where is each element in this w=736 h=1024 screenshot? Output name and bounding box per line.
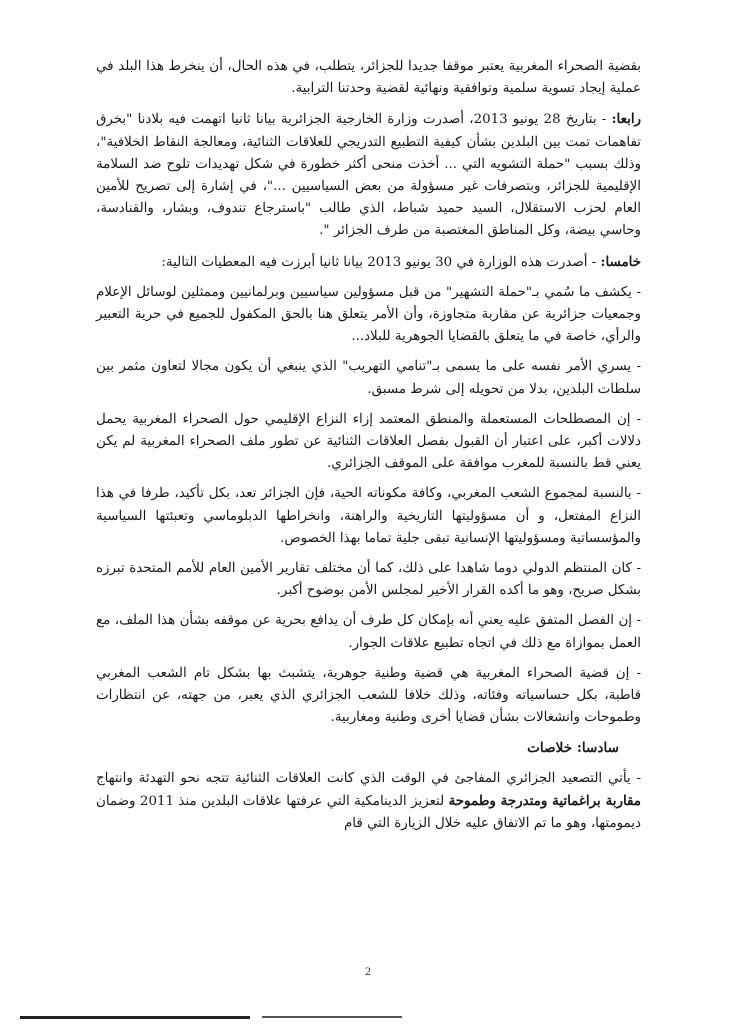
bullet-paragraph <box>96 282 641 349</box>
bullet-paragraph <box>96 663 641 730</box>
paragraph-text: - كان المنتظم الدولي دوما شاهدا على ذلك، كما أن مختلف تقارير الأمين العام للأمم المتحدة تبرزه بشكل صريح، وهو ما أكده القرار الأخير لمجلس الأمن بوضوح أكبر. <box>96 561 641 599</box>
bullet-paragraph <box>96 409 641 476</box>
paragraph-text: - إن الفصل المتفق عليه يعني أنه بإمكان كل طرف أن يدافع بحرية عن موقفه بشأن هذا الملف، مع العمل بموازاة مع ذلك في اتجاه تطبيع علاقات الجوار. <box>96 613 641 651</box>
conclusion-text-end: لتعزيز الدينامكية التي عرفتها علاقات البلدين منذ 2011 وضمان ديمومتها، وهو ما تم الاتفاق عليه خلال الزيارة التي قام <box>96 793 641 832</box>
footer-divider <box>20 1016 250 1019</box>
conclusion-text-start: - يأتي التصعيد الجزائري المفاجئ في الوقت الذي كانت العلاقات الثنائية تتجه نحو التهدئة وانتهاج <box>96 770 641 786</box>
paragraph-fifth <box>96 251 641 274</box>
paragraph-lead: رابعا: <box>611 111 642 128</box>
paragraph-text: - يسري الأمر نفسه على ما يسمى بـ"تنامي التهريب" الذي ينبغي أن يكون مجالا لتعاون مثمر بين سلطات البلدين، بدلا من تحويله إلى شرط مسبق. <box>96 359 641 397</box>
bullet-paragraph <box>96 558 641 602</box>
document-body <box>96 56 641 843</box>
paragraph-text: بقضية الصحراء المغربية يعتبر موقفا جديدا للجزائر، يتطلب، في هذه الحال، أن ينخرط هذا البلد في عملية إيجاد تسوية سلمية وتوافقية ونهائية لقضية وحدتنا الترابية. <box>96 59 641 97</box>
bullet-paragraph <box>96 610 641 654</box>
paragraph-text: - بتاريخ 28 يونيو 2013، أصدرت وزارة الخارجية الجزائرية بيانا ثانيا اتهمت فيه بلادنا "بخرق تفاهمات تمت بين البلدين بشأن كيفية التطبيع التدريجي للعلاقات الثنائية، ومعالجة النقاط الخلافية"، وذلك بسبب "حملة التشويه التي ... أخذت منحى أكثر خطورة في شكل تهديدات تلوح ضد السلامة الإقليمية للجزائر، وبتصرفات غير مسؤولة من بعض السياسيين ..."، في إشارة إلى تصريح للأمين العام لحزب الاستقلال، السيد حميد شباط، الذي طالب "باسترجاع تندوف، وبشار، والقنادسة، وحاسي بيضة، وكل المناطق المغتصبة من طرف الجزائر ". <box>96 112 641 239</box>
paragraph-fourth <box>96 108 641 242</box>
paragraph-text: - إن المصطلحات المستعملة والمنطق المعتمد إزاء النزاع الإقليمي حول الصحراء المغربية يحمل دلالات أكبر، على اعتبار أن القبول بفصل العلاقات الثنائية عن تطور ملف الصحراء المغربية لم يكن يعني قط بالنسبة للمغرب موافقة على الموقف الجزائري. <box>96 411 641 472</box>
paragraph-text: - أصدرت هذه الوزارة في 30 يونيو 2013 بيانا ثانيا أبرزت فيه المعطيات التالية: <box>161 254 601 270</box>
section-heading: سادسا: خلاصات <box>527 740 619 757</box>
paragraph-text: - بالنسبة لمجموع الشعب المغربي، وكافة مكوناته الحية، فإن الجزائر تعد، بكل تأكيد، طرفا في هذا النزاع المفتعل، و أن مسؤوليتها التاريخية والراهنة، وانخراطها الدبلوماسي وتعبئتها السياسية والمؤسساتية ومسؤوليتها الإنسانية تبقى جلية تماما بهذا الخصوص. <box>96 486 641 546</box>
bullet-paragraph <box>96 356 641 400</box>
page-number: 2 <box>365 964 371 978</box>
conclusion-emphasis: مقاربة براغماتية ومتدرجة وطموحة <box>448 792 641 809</box>
conclusion-paragraph <box>96 768 641 836</box>
paragraph-lead: خامسا: <box>600 253 641 270</box>
paragraph-intro <box>96 56 641 100</box>
bullet-paragraph <box>96 483 641 550</box>
footer-divider <box>262 1016 402 1018</box>
paragraph-text: - يكشف ما سُمي بـ"حملة التشهير" من قبل مسؤولين سياسيين وبرلمانيين وممثلين لوسائل الإعلام وجمعيات جزائرية عن مقاربة متجاوزة، وأن الأمر يتعلق هنا بالحق المكفول للجميع في حرية التعبير والرأي، خاصة في ما يتعلق بالقضايا الجوهرية للبلاد... <box>96 284 641 345</box>
paragraph-text: - إن قضية الصحراء المغربية هي قضية وطنية جوهرية، يتشبث بها بشكل تام الشعب المغربي قاطبة، بكل حساسياته وفئاته، وذلك خلافا للشعب الجزائري الذي يعبر، من جهته، عن انتظارات وطموحات وانشغالات بشأن قضايا أخرى وطنية ومغاربية. <box>96 665 641 726</box>
